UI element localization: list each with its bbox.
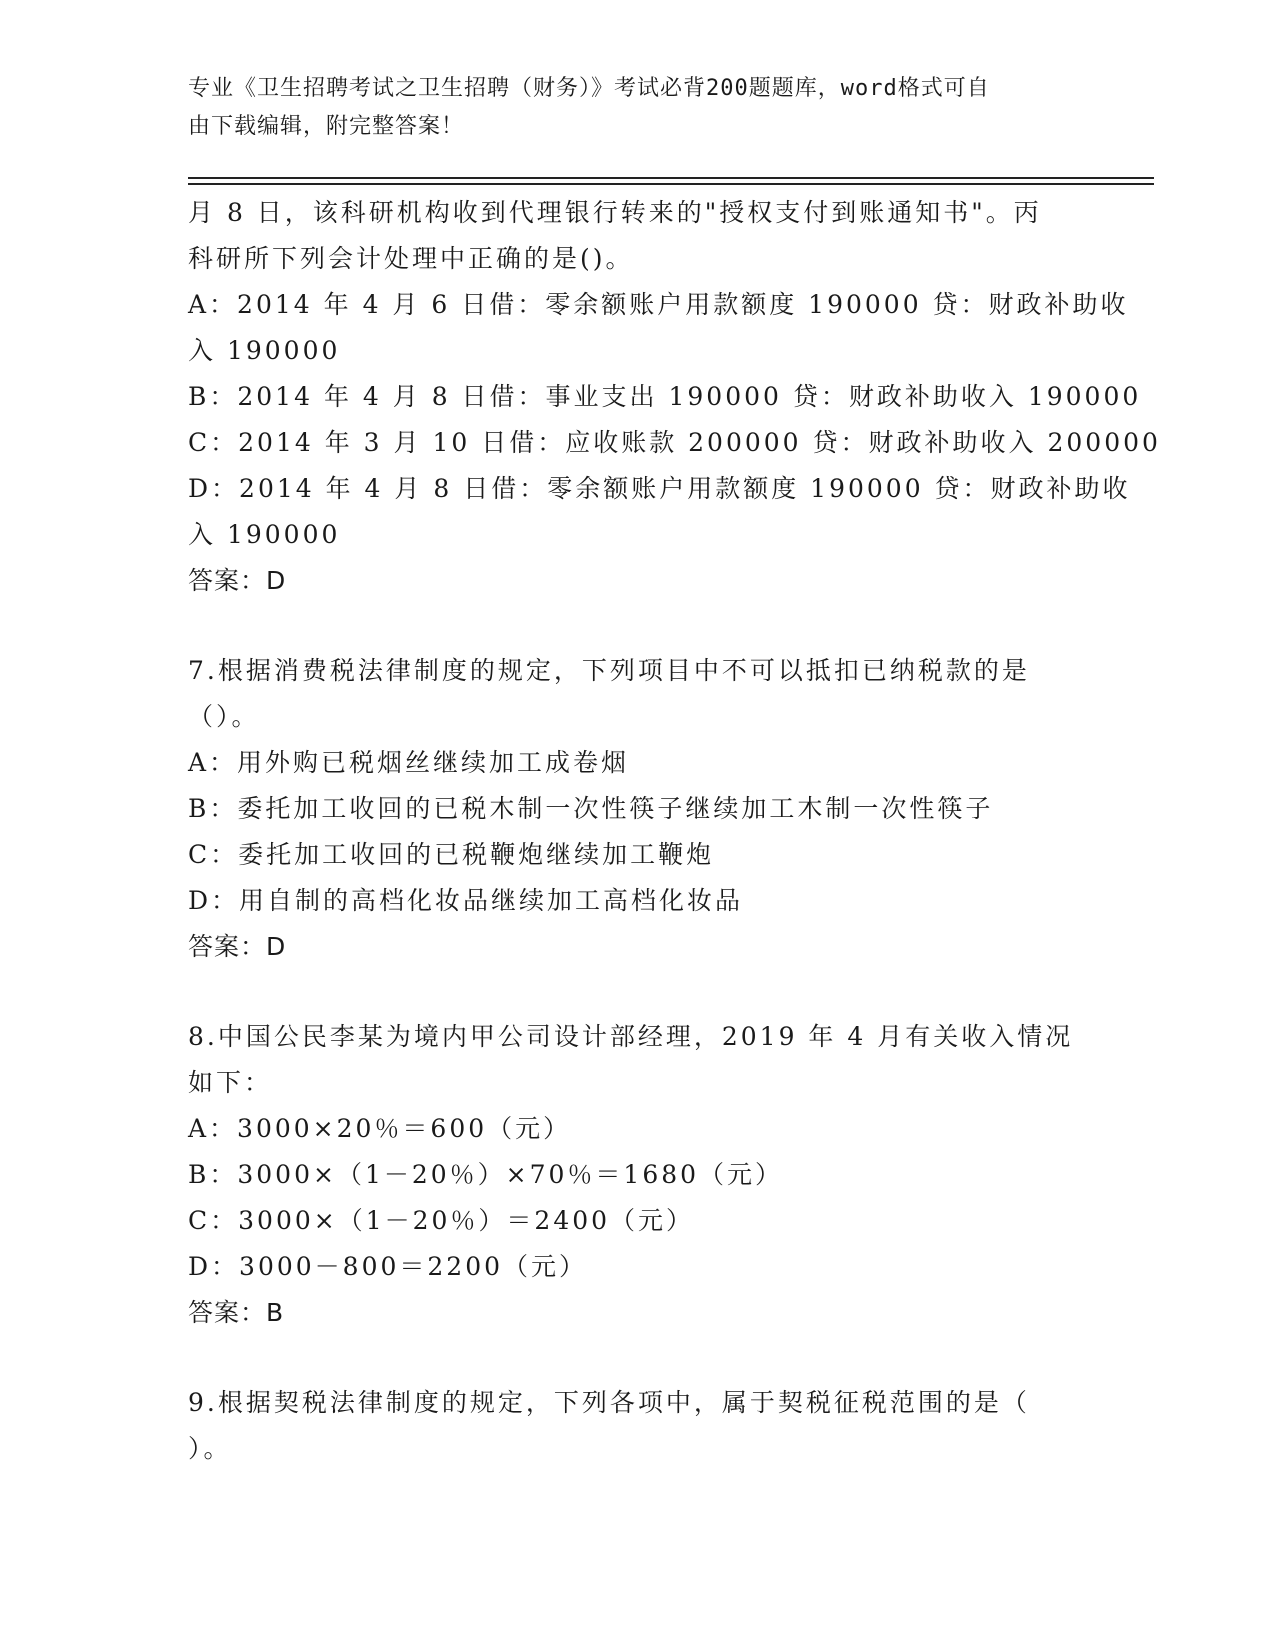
question-6 xyxy=(188,190,1161,604)
question-stem-line: 如下： xyxy=(188,1068,273,1097)
option-d: D：3000－800＝2200（元） xyxy=(188,1252,588,1281)
answer: 答案：B xyxy=(188,1298,285,1327)
question-9 xyxy=(188,1380,1088,1472)
option-a: A：3000×20％＝600（元） xyxy=(188,1114,572,1143)
header-line-1: 专业《卫生招聘考试之卫生招聘（财务）》考试必背200题题库，word格式可自 xyxy=(188,76,990,101)
question-8 xyxy=(188,1014,1088,1336)
question-7 xyxy=(188,648,1088,970)
answer: 答案：D xyxy=(188,566,287,595)
question-stem-line: 8.中国公民李某为境内甲公司设计部经理，2019 年 4 月有关收入情况 xyxy=(188,1022,1074,1051)
option-a: A：2014 年 4 月 6 日借：零余额账户用款额度 190000 贷：财政补助收 xyxy=(188,290,1129,319)
option-c: C：委托加工收回的已税鞭炮继续加工鞭炮 xyxy=(188,840,715,869)
header-line-2: 由下载编辑，附完整答案！ xyxy=(188,114,465,139)
option-b: B：3000×（1－20％）×70％＝1680（元） xyxy=(188,1160,784,1189)
document-header xyxy=(188,70,1088,146)
answer: 答案：D xyxy=(188,932,287,961)
option-c: C：2014 年 3 月 10 日借：应收账款 200000 贷：财政补助收入 200000 xyxy=(188,428,1161,457)
option-b: B：2014 年 4 月 8 日借：事业支出 190000 贷：财政补助收入 190000 xyxy=(188,382,1142,411)
question-stem-line: （）。 xyxy=(188,702,260,731)
question-stem-line: 月 8 日，该科研机构收到代理银行转来的"授权支付到账通知书"。丙 xyxy=(188,198,1042,227)
spacer xyxy=(188,1336,1088,1380)
question-stem-line: ）。 xyxy=(188,1434,232,1463)
option-a-continued: 入 190000 xyxy=(188,336,341,365)
option-b: B：委托加工收回的已税木制一次性筷子继续加工木制一次性筷子 xyxy=(188,794,994,823)
spacer xyxy=(188,604,1088,648)
option-a: A：用外购已税烟丝继续加工成卷烟 xyxy=(188,748,630,777)
question-stem-line: 7.根据消费税法律制度的规定，下列项目中不可以抵扣已纳税款的是 xyxy=(188,656,1030,685)
question-stem-line: 9.根据契税法律制度的规定，下列各项中，属于契税征税范围的是（ xyxy=(188,1388,1030,1417)
question-stem-line: 科研所下列会计处理中正确的是()。 xyxy=(188,244,634,273)
option-d: D：用自制的高档化妆品继续加工高档化妆品 xyxy=(188,886,744,915)
header-divider-bottom xyxy=(188,183,1154,185)
option-d-continued: 入 190000 xyxy=(188,520,341,549)
header-divider-top xyxy=(188,177,1154,179)
option-c: C：3000×（1－20％）＝2400（元） xyxy=(188,1206,695,1235)
option-d: D：2014 年 4 月 8 日借：零余额账户用款额度 190000 贷：财政补助收 xyxy=(188,474,1131,503)
question-content xyxy=(188,190,1161,1472)
spacer xyxy=(188,970,1088,1014)
